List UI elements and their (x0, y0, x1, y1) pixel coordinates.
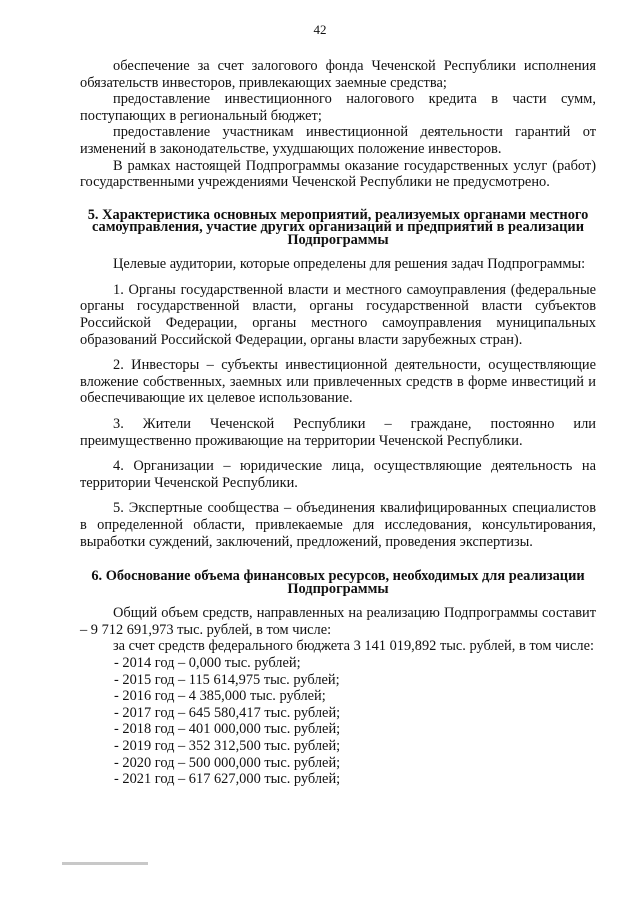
budget-year-item: - 2020 год – 500 000,000 тыс. рублей; (114, 754, 341, 771)
document-body (80, 58, 596, 788)
section-6-heading: 6. Обоснование объема финансовых ресурсов, необходимых для реализации Подпрограммы (91, 568, 585, 597)
audience-item: 2. Инвесторы – субъекты инвестиционной деятельности, осуществляющие вложение собственных, заемных или привлеченных средств в форме инвестиций и обеспечивающие их целевое использование. (80, 357, 596, 407)
footer-stamp (62, 861, 152, 869)
audience-item: 1. Органы государственной власти и местного самоуправления (федеральные органы государственной власти, органы государственной власти субъектов Российской Федерации, органы местного самоуправления муниципальных образований Российской Федерации, органы власти зарубежных стран). (80, 281, 596, 348)
budget-year-item: - 2021 год – 617 627,000 тыс. рублей; (114, 771, 341, 788)
intro-paragraph: В рамках настоящей Подпрограммы оказание государственных услуг (работ) государственными учреждениями Чеченской Республики не предусмотрено. (80, 157, 596, 191)
section-5-lead: Целевые аудитории, которые определены для решения задач Подпрограммы: (113, 256, 586, 273)
budget-year-item: - 2016 год – 4 385,000 тыс. рублей; (114, 688, 326, 705)
budget-year-item: - 2019 год – 352 312,500 тыс. рублей; (114, 737, 341, 754)
budget-year-item: - 2017 год – 645 580,417 тыс. рублей; (114, 704, 341, 721)
intro-paragraph: обеспечение за счет залогового фонда Чеченской Республики исполнения обязательств инвесторов, привлекающих заемные средства; (80, 58, 596, 91)
budget-year-item: - 2018 год – 401 000,000 тыс. рублей; (114, 721, 341, 738)
audience-item: 3. Жители Чеченской Республики – граждане, постоянно или преимущественно проживающие на территории Чеченской Республики. (80, 416, 596, 449)
audience-item: 5. Экспертные сообщества – объединения квалифицированных специалистов в определенной области, привлекаемые для исследования, консультирования, выработки суждений, заключений, предложений, проведения экспертизы. (80, 500, 596, 550)
page-number: 42 (313, 22, 327, 37)
intro-paragraph: предоставление инвестиционного налогового кредита в части сумм, поступающих в региональный бюджет; (80, 91, 596, 124)
federal-funding: за счет средств федерального бюджета 3 141 019,892 тыс. рублей, в том числе: (113, 638, 594, 655)
total-funding: Общий объем средств, направленных на реализацию Подпрограммы составит – 9 712 691,973 тыс. рублей, в том числе: (80, 605, 596, 638)
budget-year-list (114, 655, 596, 788)
intro-paragraph: предоставление участникам инвестиционной деятельности гарантий от изменений в законодательстве, ухудшающих положение инвесторов. (80, 124, 596, 157)
budget-year-item: - 2015 год – 115 614,975 тыс. рублей; (114, 671, 340, 688)
audience-item: 4. Организации – юридические лица, осуществляющие деятельность на территории Чеченской Республики. (80, 458, 596, 491)
section-5-heading: 5. Характеристика основных мероприятий, реализуемых органами местного самоуправления, участие других организаций и предприятий в реализации Подпрограммы (87, 206, 589, 248)
file-path-stamp-mark (62, 861, 152, 867)
budget-year-item: - 2014 год – 0,000 тыс. рублей; (114, 654, 301, 671)
